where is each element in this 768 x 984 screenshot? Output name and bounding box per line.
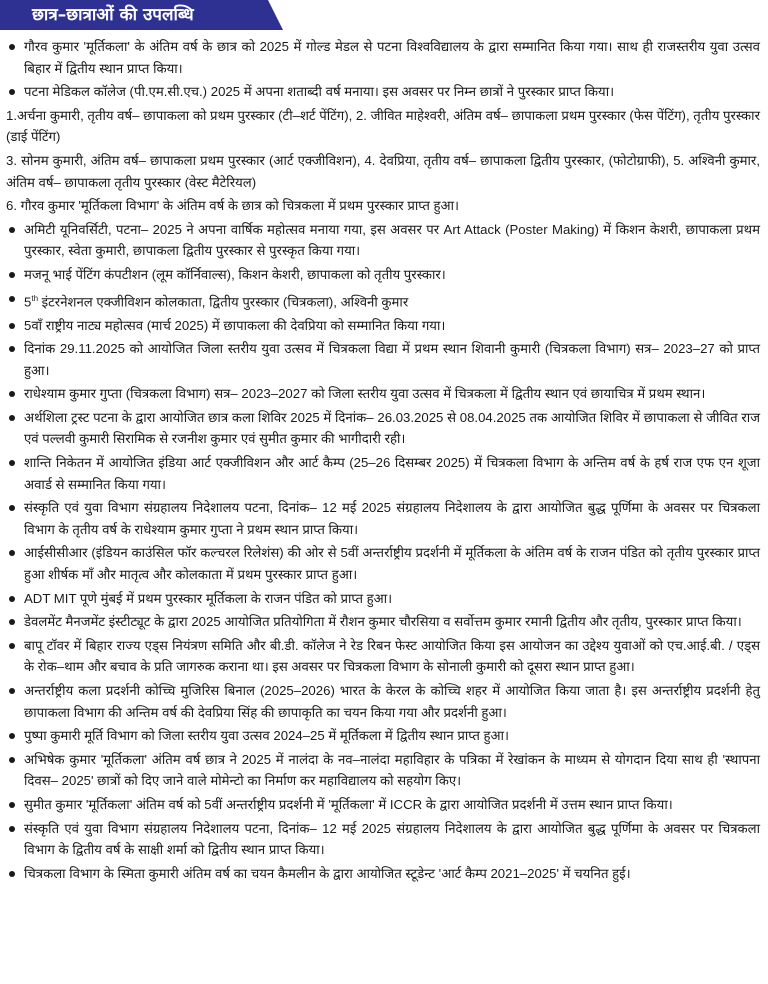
- list-item: [0, 315, 768, 337]
- bullet-icon: [9, 272, 15, 278]
- item-text: 1.अर्चना कुमारी, तृतीय वर्ष– छापाकला को प्रथम पुरस्कार (टी–शर्ट पेंटिंग), 2. जीवित माहेश्वरी, अंतिम वर्ष– छापाकला प्रथम पुरस्कार (फेस पेंटिंग), तृतीय पुरस्कार (डाई पेंटिंग): [6, 107, 760, 145]
- bullet-icon: [9, 802, 15, 808]
- item-text: संस्कृति एवं युवा विभाग संग्रहालय निदेशालय पटना, दिनांक– 12 मई 2025 संग्रहालय निदेशालय के द्वारा आयोजित बुद्ध पूर्णिमा के अवसर पर चित्रकला विभाग के द्वितीय वर्ष के साक्षी शर्मा को द्वितीय स्थान प्राप्त किया।: [24, 820, 760, 858]
- list-item: [0, 611, 768, 633]
- bullet-icon: [9, 619, 15, 625]
- list-item: [0, 36, 768, 79]
- list-item: [0, 264, 768, 286]
- item-text: अमिटी यूनिवर्सिटी, पटना– 2025 ने अपना वार्षिक महोत्सव मनाया गया, इस अवसर पर Art Attack (Poster Making) में किशन केशरी, छापाकला प्रथम पुरस्कार, स्वेता कुमारी, छापाकला द्वितीय पुरस्कार से पुरस्कृत किया गया।: [24, 221, 760, 259]
- list-item: [0, 588, 768, 610]
- item-text: चित्रकला विभाग के स्मिता कुमारी अंतिम वर्ष का चयन कैमलीन के द्वारा आयोजित स्टूडेन्ट 'आर्ट कैम्प 2021–2025' में चयनित हुई।: [24, 865, 631, 881]
- item-text: संस्कृति एवं युवा विभाग संग्रहालय निदेशालय पटना, दिनांक– 12 मई 2025 संग्रहालय निदेशालय के द्वारा आयोजित बुद्ध पूर्णिमा के अवसर पर चित्रकला विभाग के तृतीय वर्ष के राधेश्याम कुमार गुप्ता ने प्रथम स्थान प्राप्त किया।: [24, 500, 760, 537]
- list-item: [0, 749, 768, 792]
- bullet-icon: [9, 460, 15, 466]
- item-text: गौरव कुमार 'मूर्तिकला' के अंतिम वर्ष के छात्र को 2025 में गोल्ड मेडल से पटना विश्वविद्यालय के द्वारा सम्मानित किया गया। साथ ही राजस्तरीय युवा उत्सव बिहार में द्वितीय स्थान प्राप्त किया।: [24, 39, 760, 76]
- bullet-icon: [9, 89, 15, 95]
- list-item: [0, 81, 768, 103]
- list-item: [0, 680, 768, 723]
- bullet-icon: [9, 733, 15, 739]
- bullet-icon: [9, 44, 15, 50]
- item-text: राधेश्याम कुमार गुप्ता (चित्रकला विभाग) सत्र– 2023–2027 को जिला स्तरीय युवा उत्सव में चित्रकला में द्वितीय स्थान एवं छायाचित्र में प्रथम स्थान।: [24, 386, 706, 402]
- bullet-icon: [9, 871, 15, 877]
- item-text: अन्तर्राष्ट्रीय कला प्रदर्शनी कोच्चि मुजिरिस बिनाल (2025–2026) भारत के केरल के कोच्चि शहर में आयोजित किया जाता है। इस अन्तर्राष्ट्रीय प्रदर्शनी हेतु छापाकला विभाग की अन्तिम वर्ष की देवप्रिया सिंह की छापाकृति का चयन किया गया और प्रदर्शनी हुआ।: [24, 683, 760, 720]
- item-text: दिनांक 29.11.2025 को आयोजित जिला स्तरीय युवा उत्सव में चित्रकला विद्या में प्रथम स्थान शिवानी कुमारी (चित्रकला विभाग) सत्र– 2023–27 को प्राप्त हुआ।: [24, 341, 760, 378]
- list-item: [0, 407, 768, 450]
- ordinal-number: 5: [24, 293, 32, 309]
- item-text: डेवलमेंट मैनजमेंट इंस्टीट्यूट के द्वारा 2025 आयोजित प्रतियोगिता में रौशन कुमार चौरसिया व सर्वोत्तम कुमार रमानी द्वितीय और तृतीय, पुरस्कार प्राप्त किया।: [24, 614, 742, 630]
- bullet-icon: [9, 596, 15, 602]
- bullet-icon: [9, 550, 15, 556]
- item-text: बापू टॉवर में बिहार राज्य एड्स नियंत्रण समिति और बी.डी. कॉलेज ने रेड रिबन फेस्ट आयोजित किया इस आयोजन का उद्देश्य युवाओं को एच.आई.बी. / एड्स के रोक–थाम और बचाव के प्रति जागरुक कराना था। इस अवसर पर चित्रकला विभाग के सोनाली कुमारी को दूसरा स्थान प्राप्त हुआ।: [24, 637, 760, 675]
- item-text: अर्थशिला ट्रस्ट पटना के द्वारा आयोजित छात्र कला शिविर 2025 में दिनांक– 26.03.2025 से 08.04.2025 तक आयोजित शिविर में छापाकला से जीवित राज एवं पल्लवी कुमारी सिरामिक से रजनीश कुमार एवं सुमीत कुमार की भागीदारी रही।: [24, 409, 760, 447]
- bullet-icon: [9, 826, 15, 832]
- item-text: शान्ति निकेतन में आयोजित इंडिया आर्ट एक्जीविशन और आर्ट कैम्प (25–26 दिसम्बर 2025) में चित्रकला विभाग के अन्तिम वर्ष के हर्ष राज एफ एन शूजा अवार्ड से सम्मानित किया गया।: [24, 455, 760, 492]
- bullet-icon: [9, 415, 15, 421]
- item-text: 5वाँ राष्ट्रीय नाट्य महोत्सव (मार्च 2025) में छापाकला की देवप्रिया को सम्मानित किया गया।: [24, 317, 446, 333]
- bullet-icon: [9, 643, 15, 649]
- list-item: [0, 338, 768, 381]
- item-text: 6. गौरव कुमार 'मूर्तिकला विभाग' के अंतिम वर्ष के छात्र को चित्रकला में प्रथम पुरस्कार प्राप्त हुआ।: [6, 198, 459, 214]
- bullet-icon: [9, 227, 15, 233]
- list-item: [0, 794, 768, 816]
- bullet-icon: [9, 323, 15, 329]
- list-item: [0, 542, 768, 585]
- list-item: [0, 863, 768, 885]
- bullet-icon: [9, 757, 15, 763]
- item-text: 3. सोनम कुमारी, अंतिम वर्ष– छापाकला प्रथम पुरस्कार (आर्ट एक्जीविशन), 4. देवप्रिया, तृतीय वर्ष– छापाकला द्वितीय पुरस्कार, (फोटोग्राफी), 5. अश्विनी कुमार, अंतिम वर्ष– छापाकला तृतीय पुरस्कार (वेस्ट मैटेरियल): [6, 152, 760, 190]
- bullet-icon: [9, 296, 15, 302]
- bullet-icon: [9, 505, 15, 511]
- sub-list-item: [0, 195, 768, 217]
- sub-list-item: [0, 105, 768, 148]
- item-text: पुष्पा कुमारी मूर्ति विभाग को जिला स्तरीय युवा उत्सव 2024–25 में मूर्तिकला में द्वितीय स्थान प्राप्त हुआ।: [24, 728, 510, 744]
- list-item: [0, 383, 768, 405]
- list-item: [0, 288, 768, 313]
- ordinal-suffix: th: [31, 293, 39, 303]
- list-item: [0, 452, 768, 495]
- item-text: इंटरनेशनल एक्जीविशन कोलकाता, द्वितीय पुरस्कार (चित्रकला), अश्विनी कुमार: [38, 293, 409, 309]
- achievements-list: [0, 36, 768, 886]
- item-text: आईसीसीआर (इंडियन काउंसिल फॉर कल्चरल रिलेशंस) की ओर से 5वीं अन्तर्राष्ट्रीय प्रदर्शनी में मूर्तिकला के अंतिम वर्ष के राजन पंडित को तृतीय पुरस्कार प्राप्त हुआ शीर्षक माँ और मातृत्व और कोलकाता में प्रथम पुरस्कार प्राप्त हुआ।: [24, 545, 760, 583]
- item-text: पटना मेडिकल कॉलेज (पी.एम.सी.एच.) 2025 में अपना शताब्दी वर्ष मनाया। इस अवसर पर निम्न छात्रों ने पुरस्कार प्राप्त किया।: [24, 84, 615, 100]
- item-text: अभिषेक कुमार 'मूर्तिकला' अंतिम वर्ष छात्र ने 2025 में नालंदा के नव–नालंदा महाविहार के पत्रिका में रेखांकन के माध्यम से योगदान दिया साथ ही 'स्थापना दिवस– 2025' छात्रों को दिए जाने वाले मोमेन्टो का निर्माण कर महाविद्यालय को सहयोग किए।: [24, 751, 760, 789]
- list-item: [0, 497, 768, 540]
- list-item: [0, 725, 768, 747]
- list-item: [0, 635, 768, 678]
- bullet-icon: [9, 688, 15, 694]
- list-item: [0, 818, 768, 861]
- item-text: ADT MIT पूणे मुंबई में प्रथम पुरस्कार मूर्तिकला के राजन पंडित को प्राप्त हुआ।: [24, 590, 393, 606]
- item-text: मजनू भाई पेंटिंग कंपटीशन (लूम कॉर्निवाल्स), किशन केशरी, छापाकला को तृतीय पुरस्कार।: [24, 266, 446, 282]
- item-text: सुमीत कुमार 'मूर्तिकला' अंतिम वर्ष को 5वीं अन्तर्राष्ट्रीय प्रदर्शनी में 'मूर्तिकला' में ICCR के द्वारा आयोजित प्रदर्शनी में उत्तम स्थान प्राप्त किया।: [24, 796, 673, 812]
- sub-list-item: [0, 150, 768, 193]
- section-title: छात्र–छात्राओं की उपलब्धि: [32, 5, 194, 25]
- list-item: [0, 219, 768, 262]
- bullet-icon: [9, 391, 15, 397]
- bullet-icon: [9, 346, 15, 352]
